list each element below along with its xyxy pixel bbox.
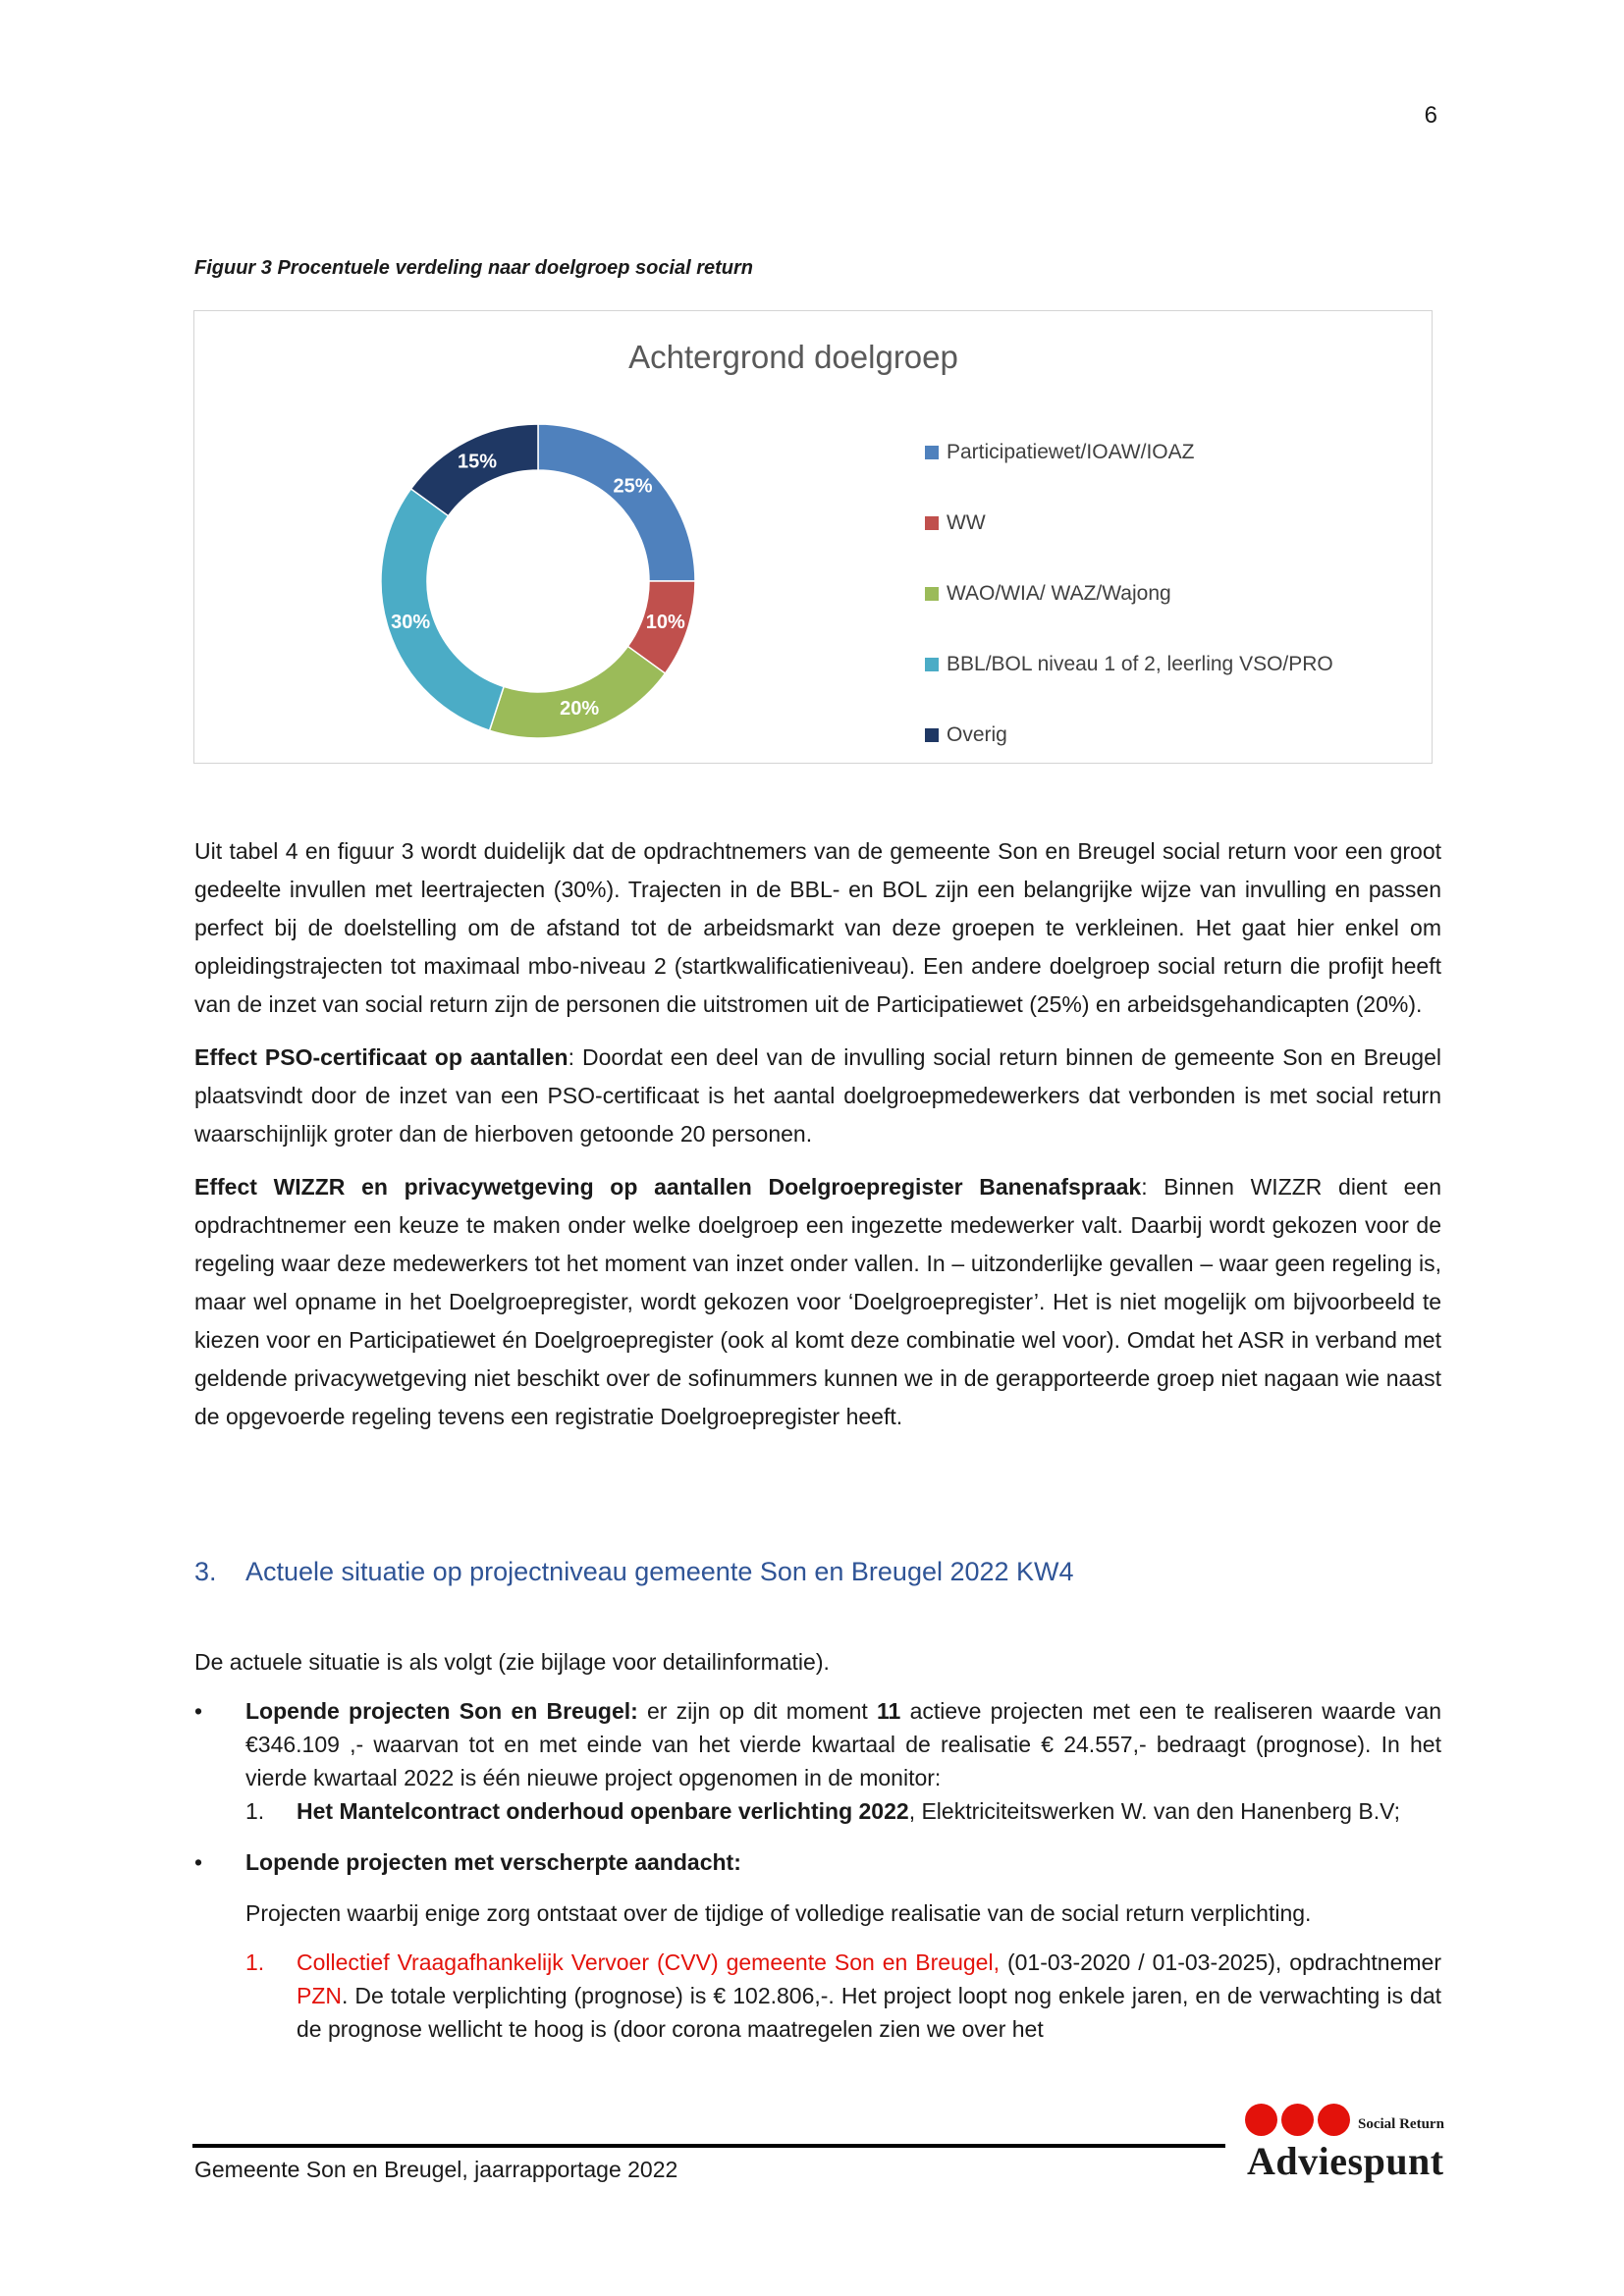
legend-item xyxy=(925,629,1333,700)
pso-text: : Doordat een deel van de invulling social return binnen de gemeente Son en Breugel plaatsvindt door de inzet van een PSO-certificaat is het aantal doelgroepmedewerkers dat verbonden is met social return waarschijnlijk groter dan de hierboven getoonde 20 personen. xyxy=(194,1044,1441,1147)
footer-text: Gemeente Son en Breugel, jaarrapportage 2022 xyxy=(194,2157,678,2182)
donut-slice-label: 30% xyxy=(391,612,431,634)
paragraph-pso xyxy=(194,1039,1441,1153)
chart-frame xyxy=(193,310,1433,764)
cvv-contractor: PZN xyxy=(297,1983,342,2008)
chart-legend xyxy=(925,417,1333,771)
wizzr-heading: Effect WIZZR en privacywetgeving op aantallen Doelgroepregister Banenafspraak xyxy=(194,1174,1142,1200)
donut-slice-label: 25% xyxy=(613,475,653,498)
bullet-verscherpte-aandacht xyxy=(194,1845,1441,1879)
legend-swatch xyxy=(925,728,939,742)
legend-label: Overig xyxy=(947,723,1007,746)
legend-swatch xyxy=(925,658,939,671)
bullet2-heading: Lopende projecten met verscherpte aandacht: xyxy=(245,1849,741,1875)
bullet2-description: Projecten waarbij enige zorg ontstaat over de tijdige of volledige realisatie van de social return verplichting. xyxy=(245,1900,1312,1926)
logo-dot xyxy=(1281,2104,1314,2136)
wizzr-text: : Binnen WIZZR dient een opdrachtnemer een keuze te maken onder welke doelgroep een ingezette medewerker valt. Daarbij wordt gekozen voor de regeling waar deze medewerkers tot het moment van inzet onder vallen. In – uitzonderlijke gevallen – waar geen regeling is, maar wel opname in het Doelgroepregister, wordt gekozen voor ‘Doelgroepregister’. Het is niet mogelijk om bijvoorbeeld te kiezen voor en Participatiewet én Doelgroepregister (ook al komt deze combinatie wel voor). Omdat het ASR in verband met geldende privacywetgeving niet beschikt over de sofinummers kunnen we in de gerapporteerde groep niet nagaan wie naast de opgevoerde regeling tevens een registratie Doelgroepregister heeft. xyxy=(194,1174,1441,1429)
donut-slice-4 xyxy=(381,489,504,730)
figure-caption: Figuur 3 Procentuele verdeling naar doelgroep social return xyxy=(194,257,754,279)
paragraph-analysis: Uit tabel 4 en figuur 3 wordt duidelijk dat de opdrachtnemers van de gemeente Son en Breugel social return voor een groot gedeelte invullen met leertrajecten (30%). Trajecten in de BBL- en BOL zijn een belangrijke wijze van invulling en passen perfect bij de doelstelling om de afstand tot de arbeidsmarkt van deze groepen te verkleinen. Het gaat hier enkel om opleidingstrajecten tot maximaal mbo-niveau 2 (startkwalificatieniveau). Een andere doelgroep social return die profijt heeft van de inzet van social return zijn de personen die uitstromen uit de Participatiewet (25%) en arbeidsgehandicapten (20%). xyxy=(194,838,1441,1017)
page-number: 6 xyxy=(1424,102,1437,129)
sub1-text: , Elektriciteitswerken W. van den Hanenberg B.V; xyxy=(908,1798,1400,1824)
donut-slice-label: 15% xyxy=(458,451,498,473)
cvv-text-1: (01-03-2020 / 01-03-2025), opdrachtnemer xyxy=(999,1949,1441,1975)
donut-slice-label: 10% xyxy=(645,612,685,634)
bullet-dot: • xyxy=(194,1698,203,1724)
sub-item-number: 1. xyxy=(245,1798,265,1824)
section-title: Actuele situatie op projectniveau gemeente Son en Breugel 2022 KW4 xyxy=(245,1557,1074,1586)
donut-slice-label: 20% xyxy=(560,697,600,720)
sub-item-number: 1. xyxy=(245,1949,265,1975)
legend-swatch xyxy=(925,446,939,459)
paragraph-wizzr xyxy=(194,1168,1441,1436)
legend-swatch xyxy=(925,587,939,601)
legend-item xyxy=(925,700,1333,771)
cvv-text-2: . De totale verplichting (prognose) is € 102.806,-. Het project loopt nog enkele jaren, en de verwachting is dat de prognose wellicht te hoog is (door corona maatregelen zien we over het xyxy=(297,1983,1441,2042)
legend-label: BBL/BOL niveau 1 of 2, leerling VSO/PRO xyxy=(947,653,1333,675)
legend-label: WAO/WIA/ WAZ/Wajong xyxy=(947,582,1171,605)
logo-subtitle: Social Return xyxy=(1358,2116,1444,2132)
legend-label: WW xyxy=(947,511,986,534)
pso-heading: Effect PSO-certificaat op aantallen xyxy=(194,1044,568,1070)
bullet-lopende-projecten xyxy=(194,1694,1441,1794)
legend-item xyxy=(925,559,1333,629)
legend-label: Participatiewet/IOAW/IOAZ xyxy=(947,441,1195,463)
bullet1-count: 11 xyxy=(877,1698,901,1724)
section-heading xyxy=(194,1557,1074,1587)
bullet1-heading: Lopende projecten Son en Breugel: xyxy=(245,1698,638,1724)
legend-swatch xyxy=(925,516,939,530)
sub1-heading: Het Mantelcontract onderhoud openbare verlichting 2022 xyxy=(297,1798,909,1824)
body-text xyxy=(194,832,1441,1451)
logo-wordmark: Adviespunt xyxy=(1247,2139,1444,2183)
section-content xyxy=(194,1645,1441,2046)
chart-title: Achtergrond doelgroep xyxy=(628,339,958,375)
logo-dot xyxy=(1245,2104,1277,2136)
logo-dot xyxy=(1318,2104,1350,2136)
bullet1-text2: actieve projecten met een te realiseren waarde van €346.109 ,- waarvan tot en met einde van het vierde kwartaal de realisatie € 24.557,- bedraagt (prognose). In het vierde kwartaal 2022 is één nieuwe project opgenomen in de monitor: xyxy=(245,1698,1442,1790)
donut-slice-1 xyxy=(538,424,695,581)
sub-item-cvv xyxy=(245,1946,1441,2046)
section-number: 3. xyxy=(194,1557,217,1586)
cvv-project-name: Collectief Vraagafhankelijk Vervoer (CVV) gemeente Son en Breugel, xyxy=(297,1949,1000,1975)
donut-slice-3 xyxy=(490,646,666,738)
donut-chart xyxy=(352,395,725,768)
footer-divider xyxy=(192,2144,1225,2148)
bullet-dot: • xyxy=(194,1849,203,1875)
sub-item-mantelcontract xyxy=(245,1794,1441,1828)
section-intro: De actuele situatie is als volgt (zie bijlage voor detailinformatie). xyxy=(194,1649,830,1675)
bullet1-text: er zijn op dit moment xyxy=(637,1698,878,1724)
adviespunt-logo xyxy=(1245,2104,1471,2182)
legend-item xyxy=(925,417,1333,488)
legend-item xyxy=(925,488,1333,559)
